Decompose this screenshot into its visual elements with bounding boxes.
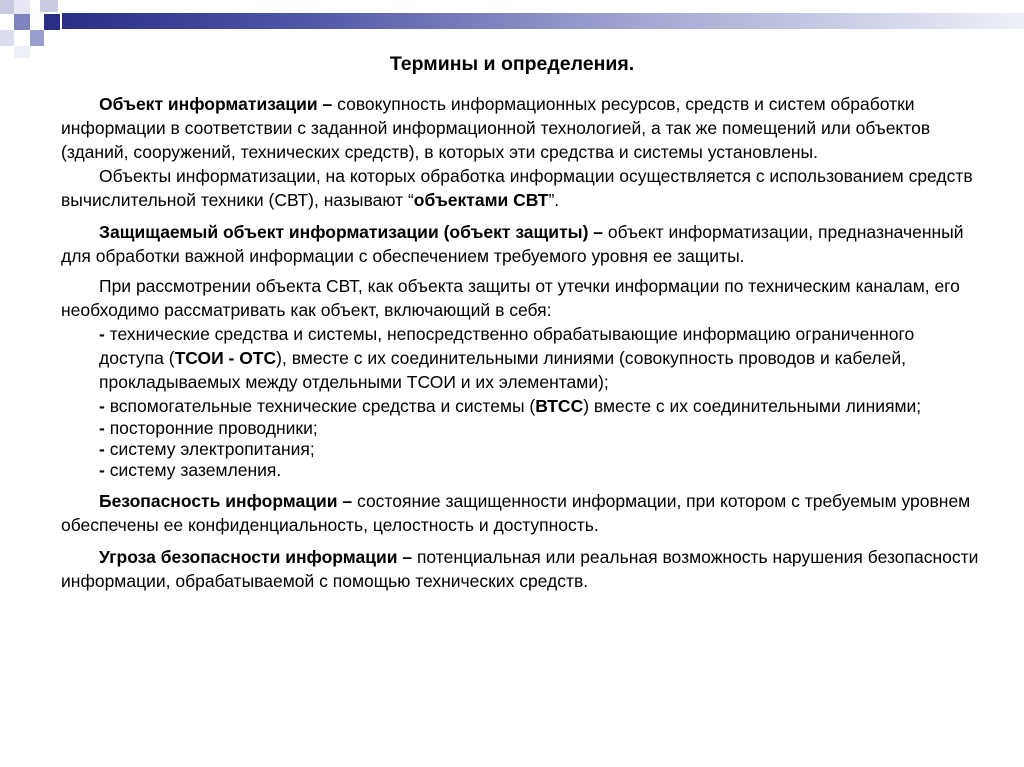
decor-square: [0, 0, 14, 14]
paragraph-protected-object: [61, 220, 981, 268]
list-text: систему электропитания;: [109, 439, 315, 459]
decor-square: [30, 30, 44, 46]
list-dash: -: [99, 324, 110, 344]
list-text: систему заземления.: [109, 460, 282, 480]
list-text: вспомогательные технические средства и системы (: [109, 396, 536, 416]
header-gradient-bar: [62, 13, 1024, 29]
definition-text: состояние защищенности информации, при котором с требуемым уровнем обеспечены ее конфиденциальность, целостность и доступность.: [61, 491, 971, 535]
list-dash: -: [99, 396, 110, 416]
paragraph-informatization-object: [61, 92, 981, 164]
definition-text: ”.: [548, 190, 560, 210]
definition-text: объект информатизации, предназначенный для обработки важной информации с обеспечением требуемого уровня ее защиты.: [61, 222, 964, 266]
list-dash: -: [99, 418, 110, 438]
paragraph-svt-objects: [61, 164, 981, 212]
paragraph-security-threat: [61, 545, 981, 593]
list-dash: -: [99, 439, 110, 459]
list-item-grounding: [61, 460, 981, 481]
list-item-tsoi: [61, 322, 981, 394]
term-bold: ВТСС: [535, 396, 584, 416]
definition-text: потенциальная или реальная возможность нарушения безопасности информации, обрабатываемой с помощью технических средств.: [61, 547, 979, 591]
term-bold: объектами СВТ: [413, 190, 549, 210]
definition-text: совокупность информационных ресурсов, средств и систем обработки информации в соответствии с заданной информационной технологией, а так же помещений или объектов (зданий, сооружений, технических средств), в которых эти средства и системы установлены.: [61, 94, 931, 162]
paragraph-svt-consideration: [61, 274, 981, 322]
term-bold: ТСОИ - ОТС: [174, 348, 277, 368]
definition-text: При рассмотрении объекта СВТ, как объекта защиты от утечки информации по техническим каналам, его необходимо рассматривать как объект, включающий в себя:: [61, 276, 960, 320]
list-item-power-supply: [61, 439, 981, 460]
paragraph-information-security: [61, 489, 981, 537]
definition-text: Объекты информатизации, на которых обработка информации осуществляется с использованием средств вычислительной техники (СВТ), называют “: [61, 166, 973, 210]
decor-square: [40, 0, 58, 12]
term-bold: Угроза безопасности информации –: [99, 547, 413, 567]
list-text: технические средства и системы, непосредственно обрабатывающие информацию ограниченного доступа (: [99, 324, 915, 368]
list-dash: -: [99, 460, 110, 480]
slide-body: [61, 92, 981, 593]
list-item-conductors: [61, 418, 981, 439]
list-text: ), вместе с их соединительными линиями (совокупность проводов и кабелей, прокладываемых между отдельными ТСОИ и их элементами);: [99, 348, 906, 392]
decor-square: [0, 30, 14, 46]
slide-header-decoration: [0, 0, 1024, 60]
term-bold: Безопасность информации –: [99, 491, 353, 511]
term-bold: Объект информатизации –: [99, 94, 333, 114]
list-text: ) вместе с их соединительными линиями;: [583, 396, 922, 416]
decor-square: [44, 14, 60, 30]
list-item-vtss: [61, 394, 981, 418]
decor-square: [14, 0, 30, 14]
list-text: посторонние проводники;: [109, 418, 318, 438]
term-bold: Защищаемый объект информатизации (объект защиты) –: [99, 222, 604, 242]
slide-title: Термины и определения.: [389, 53, 635, 75]
decor-square: [14, 14, 30, 30]
